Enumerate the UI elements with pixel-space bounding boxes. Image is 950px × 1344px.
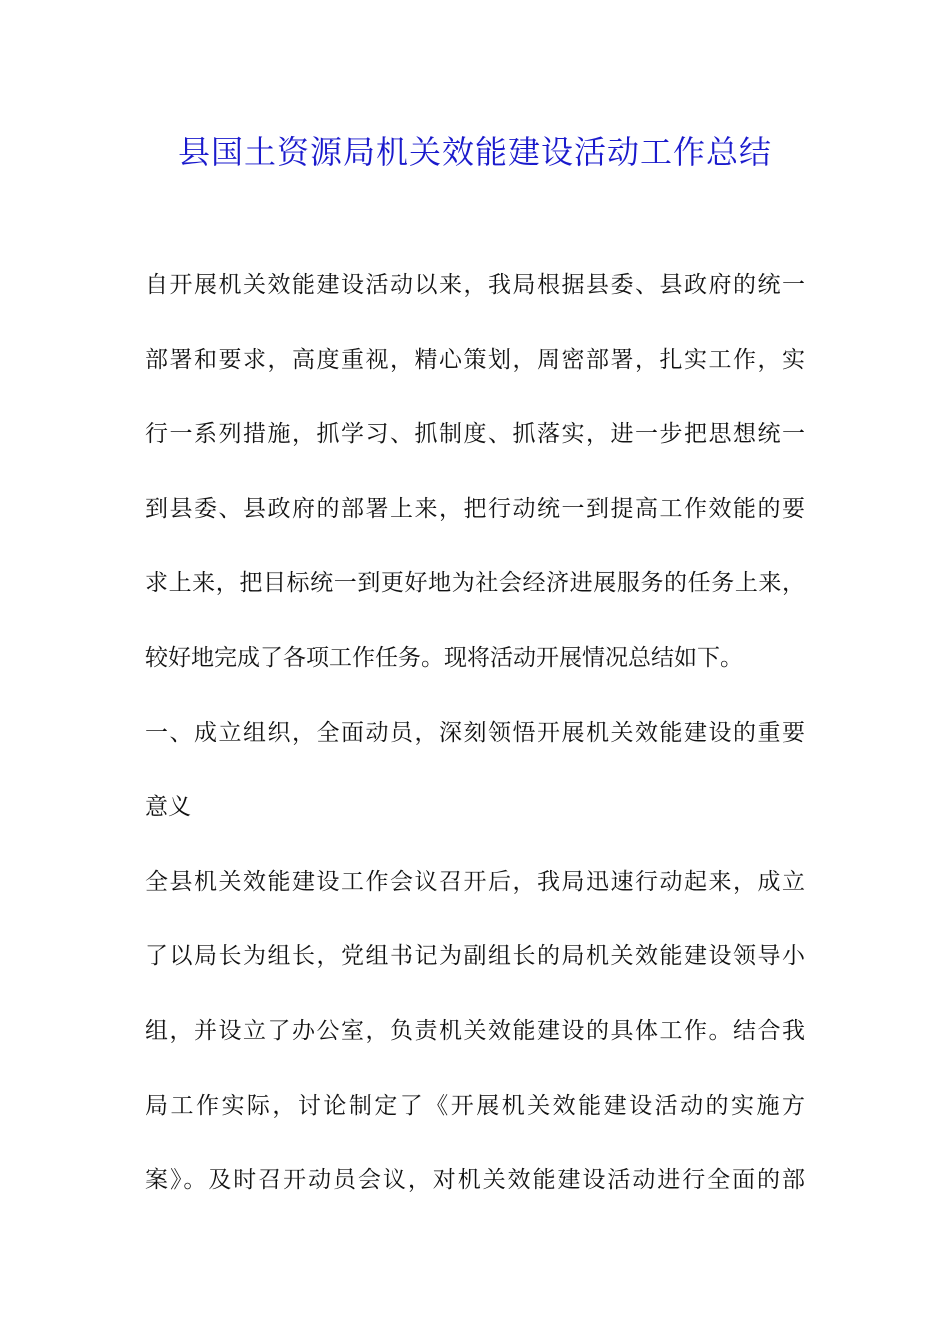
body-line: 案》。及时召开动员会议，对机关效能建设活动进行全面的部 — [145, 1167, 805, 1194]
body-line: 部署和要求，高度重视，精心策划，周密部署，扎实工作，实 — [145, 346, 805, 373]
body-line: 局工作实际，讨论制定了《开展机关效能建设活动的实施方 — [145, 1092, 805, 1119]
document-body — [145, 258, 805, 1228]
body-line: 全县机关效能建设工作会议召开后，我局迅速行动起来，成立 — [145, 868, 805, 895]
body-line: 较好地完成了各项工作任务。现将活动开展情况总结如下。 — [145, 644, 743, 671]
section-heading-line: 一、成立组织，全面动员，深刻领悟开展机关效能建设的重要 — [145, 719, 805, 746]
body-line: 求上来，把目标统一到更好地为社会经济进展服务的任务上来， — [145, 570, 805, 597]
body-line: 组，并设立了办公室，负责机关效能建设的具体工作。结合我 — [145, 1017, 805, 1044]
body-line: 自开展机关效能建设活动以来，我局根据县委、县政府的统一 — [145, 272, 805, 298]
document-title: 县国土资源局机关效能建设活动工作总结 — [177, 133, 772, 171]
section-heading-line: 意义 — [145, 794, 191, 821]
body-line: 行一系列措施，抓学习、抓制度、抓落实，进一步把思想统一 — [145, 421, 805, 448]
body-line: 到县委、县政府的部署上来，把行动统一到提高工作效能的要 — [145, 495, 805, 522]
body-line: 了以局长为组长，党组书记为副组长的局机关效能建设领导小 — [145, 943, 805, 970]
